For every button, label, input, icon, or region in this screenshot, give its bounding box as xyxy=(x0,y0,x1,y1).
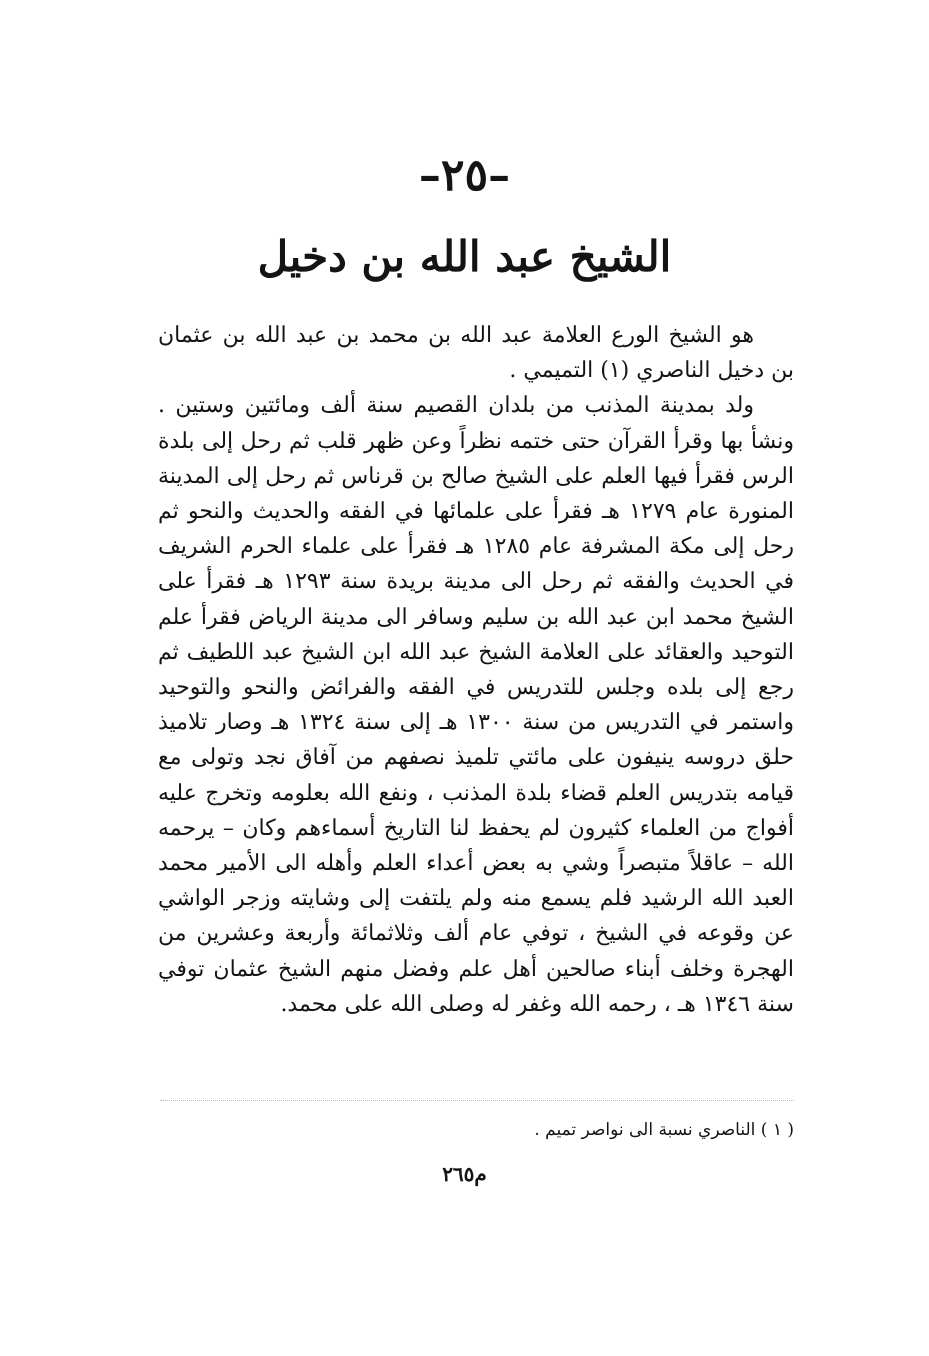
page-number-top: –٢٥– xyxy=(418,150,511,201)
body-text xyxy=(158,318,794,1022)
footnote: ( ١ ) الناصري نسبة الى نواصر تميم . xyxy=(534,1120,794,1140)
footnote-divider xyxy=(160,1100,794,1101)
paragraph-biography: ولد بمدينة المذنب من بلدان القصيم سنة ألف ومائتين وستين . ونشأ بها وقرأ القرآن حتى ختمه نظراً وعن ظهر قلب ثم رحل إلى بلدة الرس فقرأ فيها العلم على الشيخ صالح بن قرناس ثم رحل إلى المدينة المنورة عام ١٢٧٩ هـ فقرأ على علمائها في الفقه والحديث والنحو ثم رحل إلى مكة المشرفة عام ١٢٨٥ هـ فقرأ على علماء الحرم الشريف في الحديث والفقه ثم رحل الى مدينة بريدة سنة ١٢٩٣ هـ فقرأ على الشيخ محمد ابن عبد الله بن سليم وسافر الى مدينة الرياض فقرأ علم التوحيد والعقائد على العلامة الشيخ عبد الله ابن الشيخ عبد اللطيف ثم رجع إلى بلده وجلس للتدريس في الفقه والفرائض والنحو والتوحيد واستمر في التدريس من سنة ١٣٠٠ هـ إلى سنة ١٣٢٤ هـ وصار تلاميذ حلق دروسه ينيفون على مائتي تلميذ نصفهم من آفاق نجد وتولى مع قيامه بتدريس العلم قضاء بلدة المذنب ، ونفع الله بعلومه وتخرج عليه أفواج من العلماء كثيرون لم يحفظ لنا التاريخ أسماءهم وكان – يرحمه الله – عاقلاً متبصراً وشي به بعض أعداء العلم وأهله الى الأمير محمد العبد الله الرشيد فلم يسمع منه ولم يلتفت إلى وشايته وزجر الواشي عن وقوعه في الشيخ ، توفي عام ألف وثلاثمائة وأربعة وعشرين من الهجرة وخلف أبناء صالحين أهل علم وفضل منهم الشيخ عثمان توفي سنة ١٣٤٦ هـ ، رحمه الله وغفر له وصلى الله على محمد. xyxy=(158,393,795,1017)
page-number-bottom: م٢٦٥ xyxy=(442,1162,487,1186)
paragraph-intro: هو الشيخ الورع العلامة عبد الله بن محمد بن عبد الله بن عثمان بن دخيل الناصري (١) التميمي . xyxy=(158,323,794,384)
page-title: الشيخ عبد الله بن دخيل xyxy=(257,232,672,281)
